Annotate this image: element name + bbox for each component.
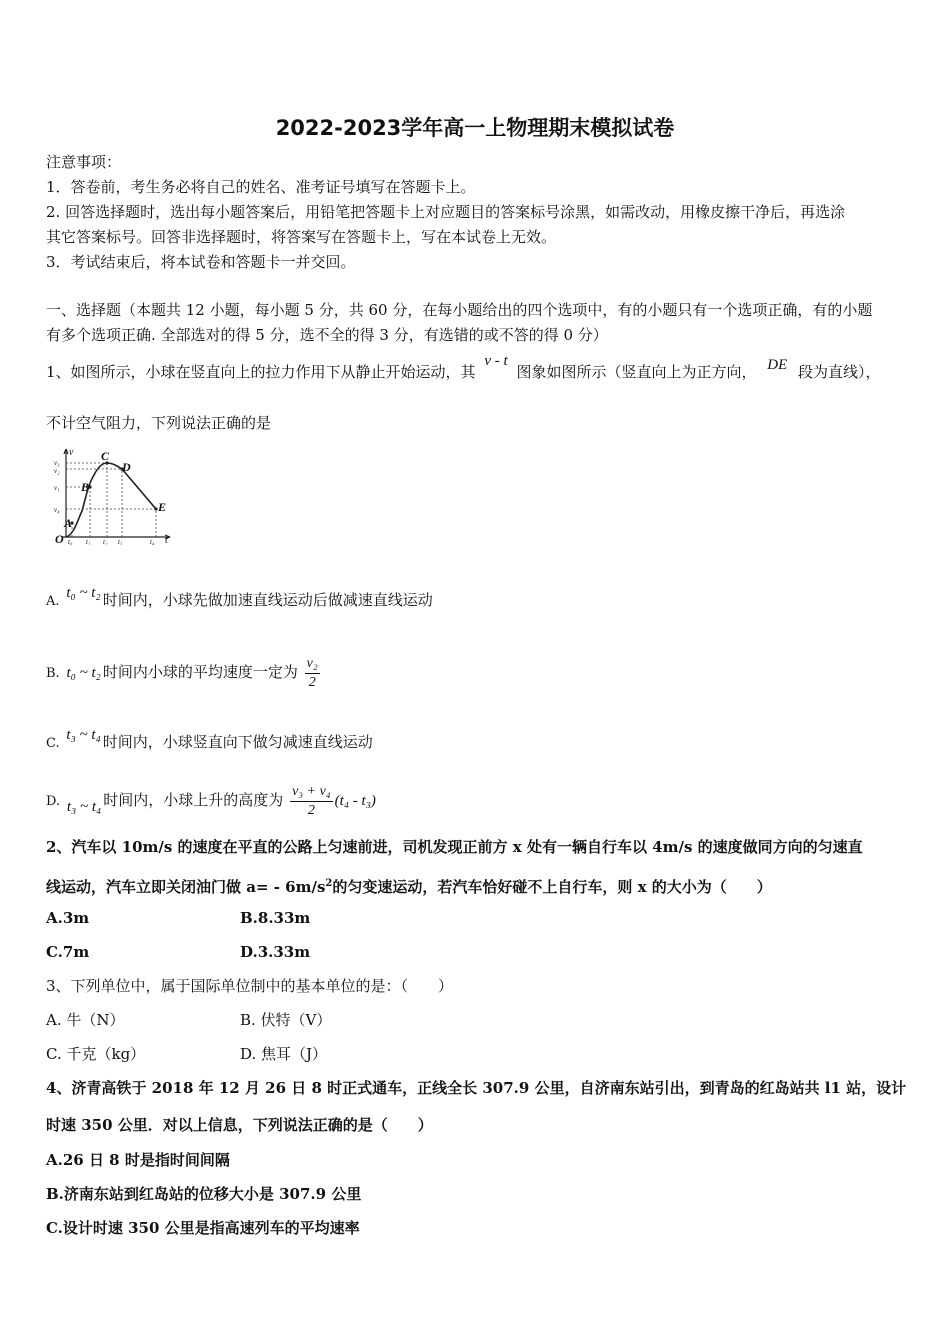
q4-option-b[interactable]: B.济南东站到红岛站的位移大小是 307.9 公里 bbox=[46, 1185, 362, 1203]
q2-option-c[interactable]: C.7m bbox=[46, 943, 90, 961]
tick-t3: t₃ bbox=[118, 538, 123, 545]
time-range: t₀ ~ t₂ bbox=[66, 665, 101, 681]
time-range: t₀ ~ t₂ bbox=[66, 585, 101, 601]
q1-vt: v - t bbox=[484, 353, 508, 369]
q1-option-b[interactable] bbox=[46, 652, 322, 694]
option-label: A. bbox=[46, 594, 60, 609]
label-a: A bbox=[64, 516, 73, 530]
q2-option-a[interactable]: A.3m bbox=[46, 909, 90, 927]
fraction-numerator: v₂ bbox=[305, 655, 320, 674]
label-c: C bbox=[101, 449, 110, 463]
time-range: t₃ ~ t₄ bbox=[66, 799, 102, 815]
q4-stem: 4、济青高铁于 2018 年 12 月 26 日 8 时正式通车，正线全长 307.9 公里，自济南东站引出，到青岛的红岛站共 l1 站，设计 bbox=[46, 1079, 907, 1097]
tick-v3: v₃ bbox=[54, 459, 60, 467]
time-range: t₃ ~ t₄ bbox=[66, 727, 101, 743]
vt-curve bbox=[66, 463, 156, 537]
notice-item: 2. 回答选择题时，选出每小题答案后，用铅笔把答题卡上对应题目的答案标号涂黑，如需改动，用橡皮擦干净后，再选涂 bbox=[46, 203, 846, 221]
q1-stem bbox=[46, 353, 881, 383]
label-b: B bbox=[81, 480, 90, 494]
q2-option-b[interactable]: B.8.33m bbox=[240, 909, 311, 927]
q3-stem: 3、下列单位中，属于国际单位制中的基本单位的是：（ ） bbox=[46, 977, 454, 995]
option-text: 时间内小球的平均速度一定为 bbox=[102, 663, 298, 681]
tick-v1: v₁ bbox=[54, 484, 60, 492]
option-label: D. bbox=[46, 794, 61, 809]
q1-option-c[interactable] bbox=[46, 727, 373, 754]
q2-stem-2 bbox=[46, 874, 772, 897]
axis-t-label: t bbox=[165, 535, 168, 545]
q3-option-a[interactable]: A. 牛（N） bbox=[46, 1011, 125, 1029]
tick-t2: t₂ bbox=[103, 538, 108, 545]
tick-t0: t₀ bbox=[68, 538, 73, 545]
option-text: 时间内，小球先做加速直线运动后做减速直线运动 bbox=[102, 591, 433, 609]
section-instructions: 一、选择题（本题共 12 小题，每小题 5 分，共 60 分，在每小题给出的四个选项中，有的小题只有一个选项正确，有的小题 bbox=[46, 301, 873, 319]
notice-heading: 注意事项： bbox=[46, 153, 122, 171]
vt-graph bbox=[44, 447, 176, 545]
notice-item: 3．考试结束后，将本试卷和答题卡一并交回。 bbox=[46, 253, 356, 271]
q3-option-d[interactable]: D. 焦耳（J） bbox=[240, 1045, 328, 1063]
q1-stem-b: 图象如图所示（竖直向上为正方向， bbox=[516, 363, 757, 381]
option-label: B. bbox=[46, 666, 60, 681]
label-e: E bbox=[158, 500, 167, 514]
section-instructions: 有多个选项正确. 全部选对的得 5 分，选不全的得 3 分，有选错的或不答的得 0 分） bbox=[46, 326, 608, 344]
q4-option-c[interactable]: C.设计时速 350 公里是指高速列车的平均速率 bbox=[46, 1219, 360, 1237]
q4-stem-2: 时速 350 公里．对以上信息，下列说法正确的是（ ） bbox=[46, 1116, 433, 1134]
tick-v2: v₂ bbox=[54, 467, 60, 475]
q4-option-a[interactable]: A.26 日 8 时是指时间间隔 bbox=[46, 1151, 230, 1169]
fraction bbox=[305, 655, 320, 692]
fraction bbox=[290, 783, 333, 820]
q3-option-b[interactable]: B. 伏特（V） bbox=[240, 1011, 332, 1029]
q3-option-c[interactable]: C. 千克（kg） bbox=[46, 1045, 146, 1063]
q2-option-d[interactable]: D.3.33m bbox=[240, 943, 311, 961]
option-label: C. bbox=[46, 736, 60, 751]
q1-stem-a: 1、如图所示，小球在竖直向上的拉力作用下从静止开始运动，其 bbox=[46, 363, 476, 381]
axis-v-label: v bbox=[69, 447, 74, 458]
fraction-denominator: 2 bbox=[308, 674, 316, 690]
tick-t4: t₄ bbox=[150, 538, 155, 545]
page-title: 2022-2023学年高一上物理期末模拟试卷 bbox=[275, 116, 675, 140]
option-text: 时间内，小球上升的高度为 bbox=[103, 791, 284, 809]
q2-stem: 2、汽车以 10m/s 的速度在平直的公路上匀速前进，司机发现正前方 x 处有一辆自行车以 4m/s 的速度做同方向的匀速直 bbox=[46, 838, 863, 856]
notice-item: 1．答卷前，考生务必将自己的姓名、准考证号填写在答题卡上。 bbox=[46, 178, 476, 196]
q2-stem-2a: 线运动，汽车立即关闭油门做 a= - 6m/s bbox=[46, 878, 326, 896]
q2-exponent: 2 bbox=[325, 878, 333, 889]
q1-stem-2: 不计空气阻力，下列说法正确的是 bbox=[46, 414, 272, 432]
tick-v4: v₄ bbox=[54, 506, 60, 514]
fraction-numerator: v₃ + v₄ bbox=[290, 783, 333, 802]
q1-option-d[interactable] bbox=[46, 780, 376, 822]
time-difference: (t₄ - t₃) bbox=[334, 793, 376, 809]
q1-option-a[interactable] bbox=[46, 585, 433, 612]
q1-de: DE bbox=[767, 357, 788, 373]
fraction-denominator: 2 bbox=[307, 802, 315, 818]
label-d: D bbox=[122, 460, 131, 474]
option-text: 时间内，小球竖直向下做匀减速直线运动 bbox=[102, 733, 373, 751]
origin-label: O bbox=[55, 532, 64, 545]
q2-stem-2b: 的匀变速运动，若汽车恰好碰不上自行车，则 x 的大小为（ ） bbox=[332, 878, 772, 896]
notice-item: 其它答案标号。回答非选择题时，将答案写在答题卡上，写在本试卷上无效。 bbox=[46, 228, 557, 246]
q1-stem-c: 段为直线）， bbox=[798, 363, 881, 381]
tick-t1: t₁ bbox=[86, 538, 91, 545]
